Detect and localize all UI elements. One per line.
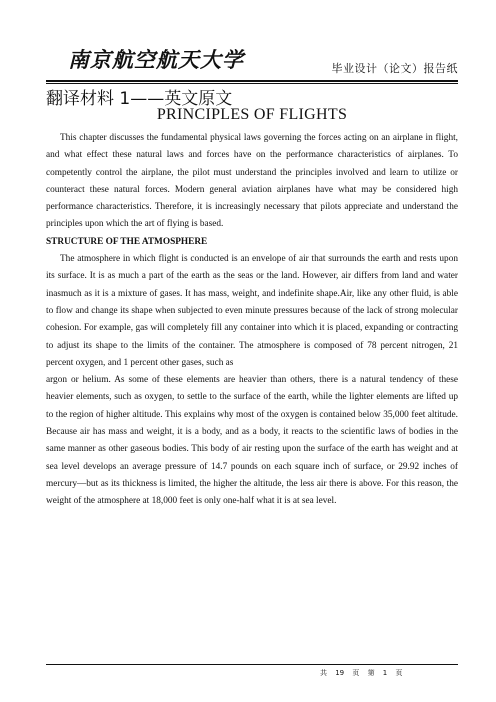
page-footer: 共 19 页 第 1 页 — [320, 669, 403, 677]
header-rule-thick — [46, 80, 458, 82]
report-title: 毕业设计（论文）报告纸 — [331, 62, 458, 75]
page-header — [46, 40, 458, 84]
section-heading: 翻译材料 1——英文原文 — [46, 89, 233, 109]
paragraph-atmosphere-2: argon or helium. As some of these elements are heavier than others, there is a natural tendency of these heavier elements, such as oxygen, to settle to the surface of the earth, while the lighter elements are lifted up to the region of higher altitude. This explains why most of the oxygen is contained below 35,000 feet altitude. Because air has mass and weight, it is a body, and as a body, it reacts to the scientific laws of bodies in the same manner as other gaseous bodies. This body of air resting upon the surface of the earth has weight and at sea level develops an average pressure of 14.7 pounds on each square inch of surface, or 29.92 inches of mercury—but as its thickness is limited, the higher the altitude, the less air there is above. For this reason, the weight of the atmosphere at 18,000 feet is only one-half what it is at sea level. — [46, 375, 458, 507]
document-body — [46, 130, 458, 511]
paragraph-intro: This chapter discusses the fundamental physical laws governing the forces acting on an airplane in flight, and what effect these natural laws and forces have on the performance characteristics of airplanes. To competently control the airplane, the pilot must understand the principles involved and learn to utilize or counteract these natural forces. Modern general aviation airplanes have what may be considered high performance characteristics. Therefore, it is increasingly necessary that pilots appreciate and understand the principles upon which the art of flying is based. — [46, 133, 458, 230]
paragraph-atmosphere-1: The atmosphere in which flight is conducted is an envelope of air that surrounds the earth and rests upon its surface. It is as much a part of the earth as the seas or the land. However, air differs from land and water inasmuch as it is a mixture of gases. It has mass, weight, and indefinite shape.Air, like any other fluid, is able to flow and change its shape when subjected to even minute pressures because of the lack of strong molecular cohesion. For example, gas will completely fill any container into which it is placed, expanding or contracting to adjust its shape to the limits of the container. The atmosphere is composed of 78 percent nitrogen, 21 percent oxygen, and 1 percent other gases, such as — [46, 254, 458, 368]
university-logo: 南京航空航天大学 — [68, 47, 244, 72]
footer-rule — [46, 664, 458, 665]
subheading-atmosphere: STRUCTURE OF THE ATMOSPHERE — [46, 236, 208, 247]
document-title: PRINCIPLES OF FLIGHTS — [156, 106, 348, 123]
